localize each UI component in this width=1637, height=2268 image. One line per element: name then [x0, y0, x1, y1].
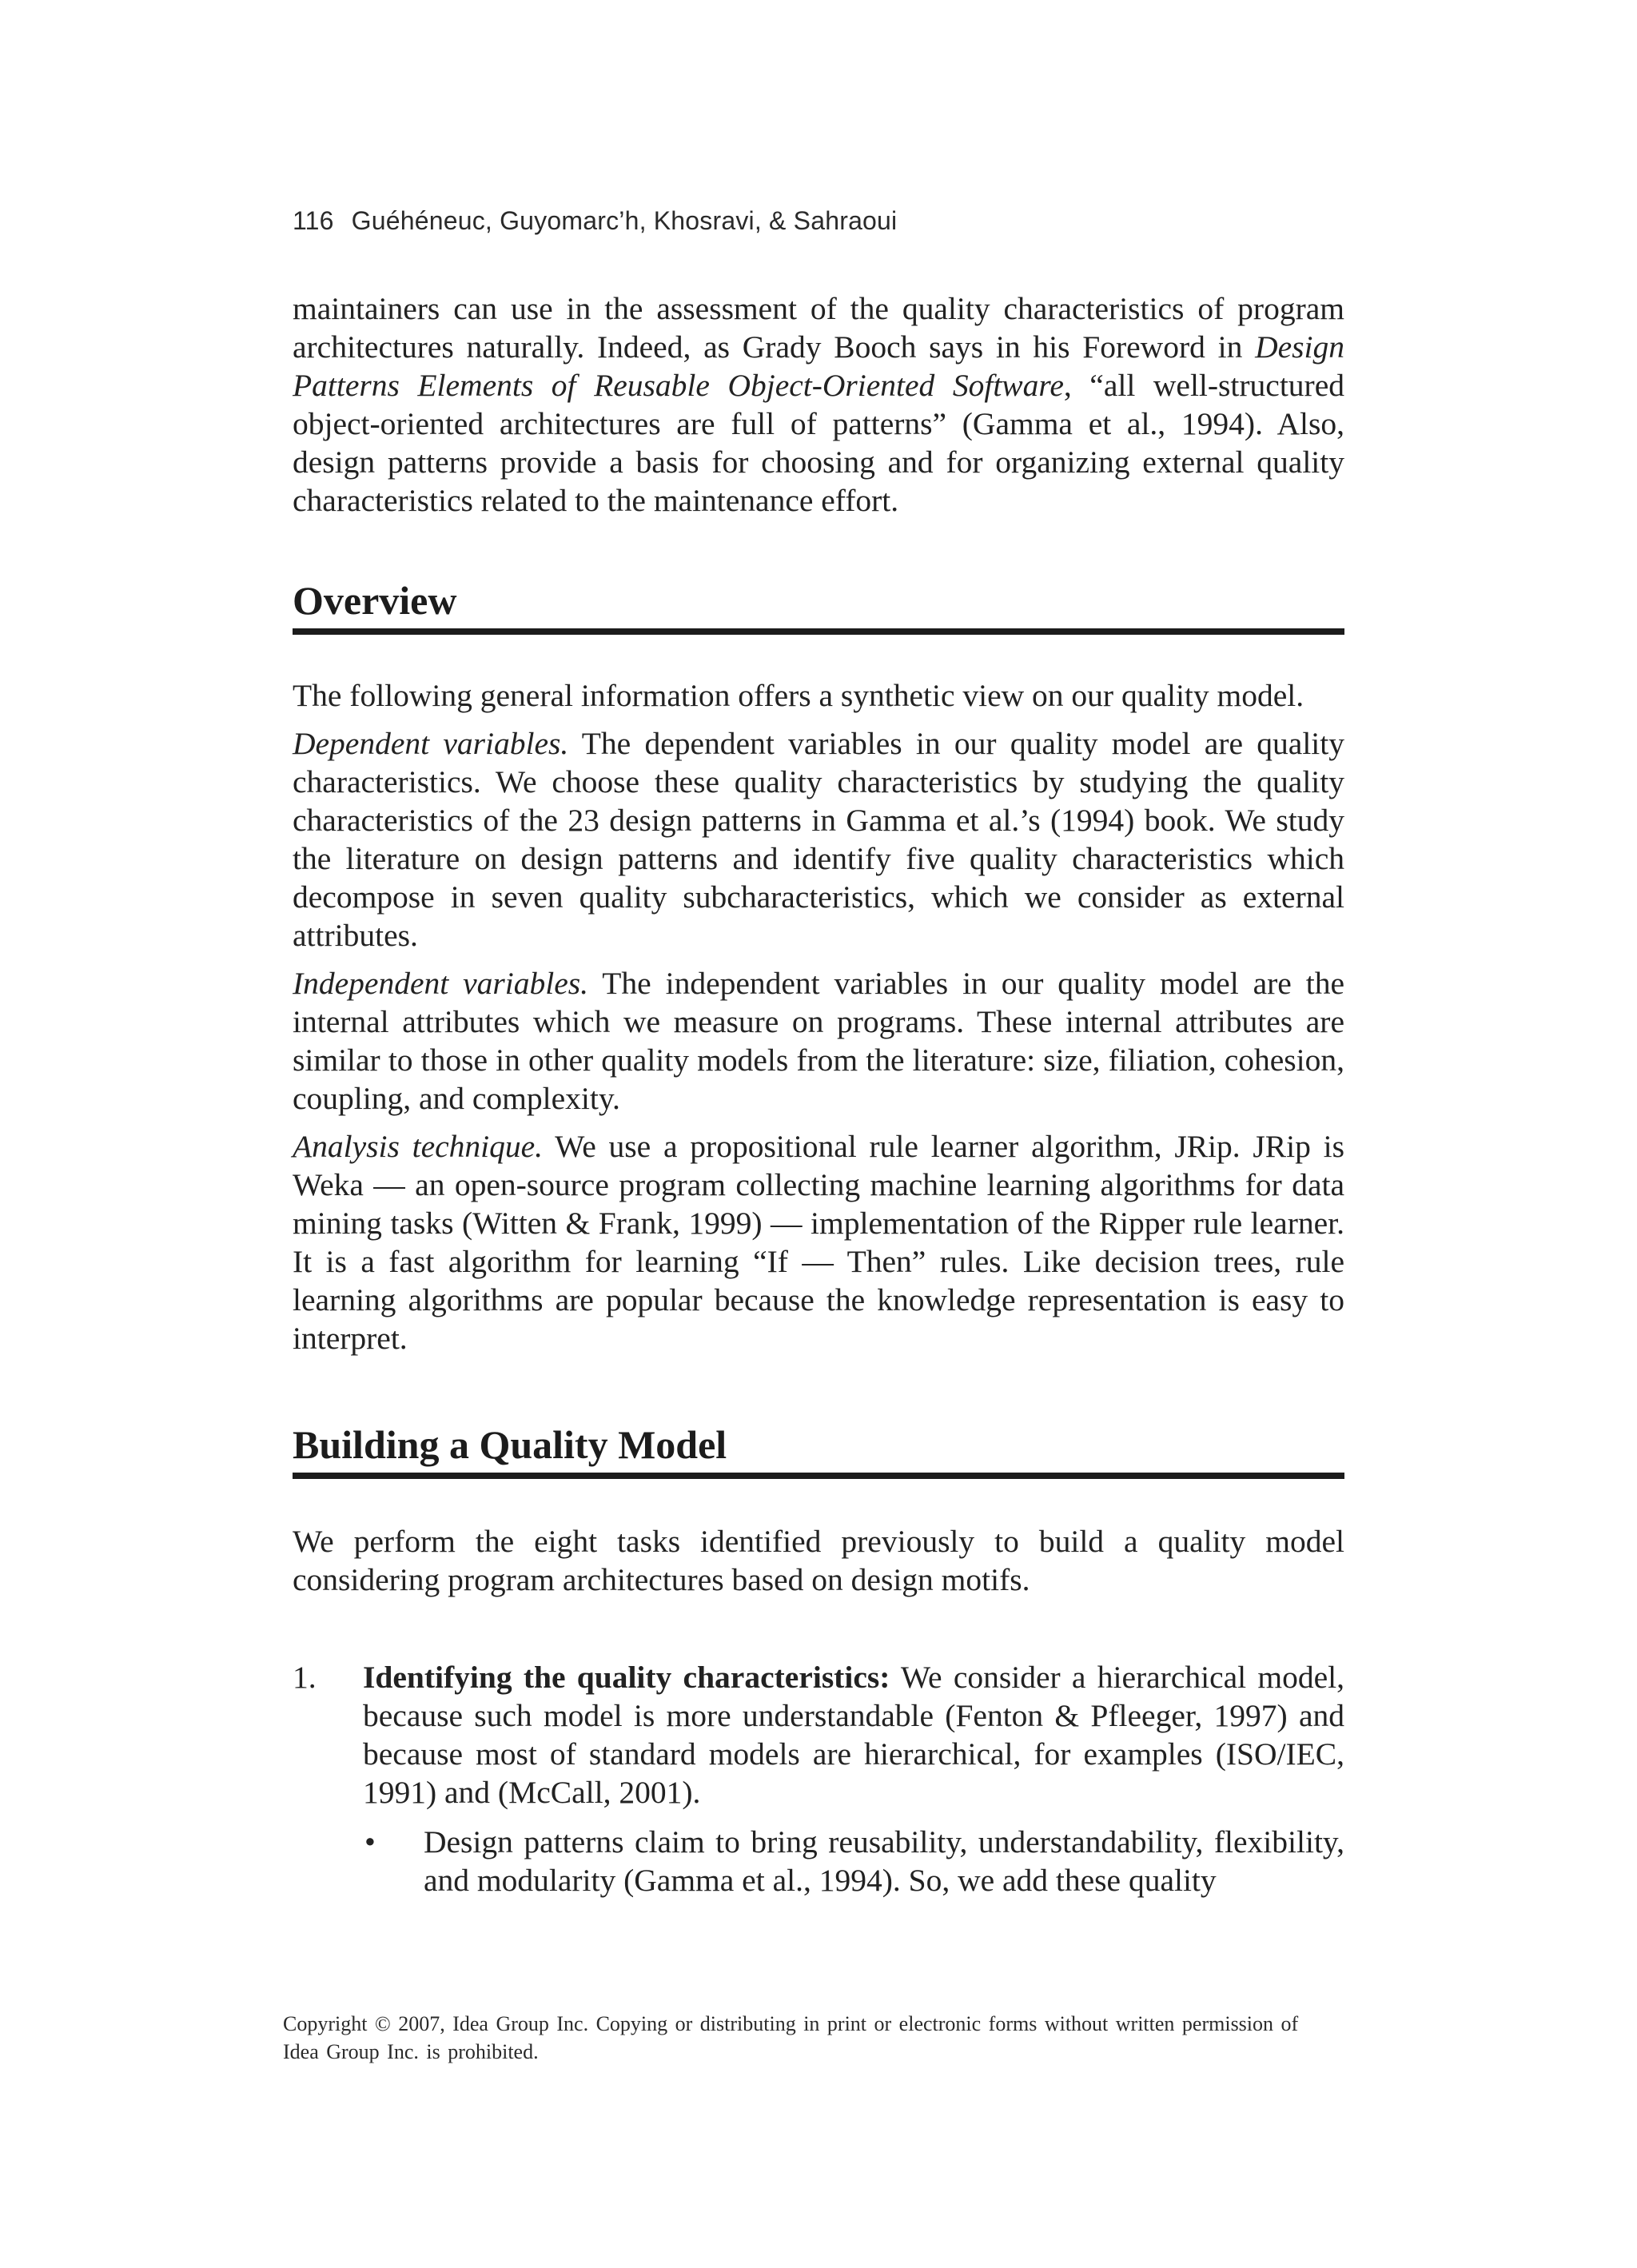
building-quality-model-heading: Building a Quality Model: [293, 1420, 1344, 1479]
dependent-variables-text: The dependent variables in our quality model are quality characteristics. We choose these quality characteristics by studying the quality characteristics of the 23 design patterns in Gamma et al.’s (1994) book. We study the literature on design patterns and identify five quality characteristics which decompose in seven quality subcharacteristics, which we consider as external attributes.: [293, 726, 1344, 953]
page-number: 116: [293, 206, 334, 235]
building-lead-paragraph: [293, 1522, 1344, 1599]
header-authors: Guéhéneuc, Guyomarc’h, Khosravi, & Sahraoui: [351, 206, 898, 235]
analysis-technique-label: Analysis technique.: [293, 1129, 544, 1164]
dependent-variables-paragraph: [293, 724, 1344, 955]
list-item-number: 1.: [293, 1660, 317, 1695]
overview-section: [293, 676, 1344, 1367]
intro-text-2: , “all well-structured object-oriented architectures are full of patterns” (Gamma et al., 1994). Also, design patterns provide a basis for choosing and for organizing external quality characteristics related to the maintenance effort.: [293, 368, 1344, 518]
independent-variables-label: Independent variables.: [293, 966, 589, 1001]
overview-heading: Overview: [293, 576, 1344, 635]
book-title: Design Patterns Elements of Reusable Object-Oriented Software: [293, 329, 1344, 403]
list-item-text: We consider a hierarchical model, because such model is more understandable (Fenton & Pfleeger, 1997) and because most of standard models are hierarchical, for examples (ISO/IEC, 1991) and (McCall, 2001).: [363, 1660, 1344, 1810]
analysis-technique-paragraph: [293, 1127, 1344, 1357]
independent-variables-paragraph: [293, 964, 1344, 1118]
overview-lead: The following general information offers a synthetic view on our quality model.: [293, 678, 1304, 713]
list-item-title: Identifying the quality characteristics:: [363, 1660, 890, 1695]
dependent-variables-label: Dependent variables.: [293, 726, 569, 761]
task-list: [293, 1658, 1344, 1899]
bullet-icon: •: [364, 1824, 376, 1859]
analysis-technique-text: We use a propositional rule learner algorithm, JRip. JRip is Weka — an open-source program collecting machine learning algorithms for data mining tasks (Witten & Frank, 1999) — implementation of the Ripper rule learner. It is a fast algorithm for learning “If — Then” rules. Like decision trees, rule learning algorithms are popular because the knowledge representation is easy to interpret.: [293, 1129, 1344, 1356]
bullet-text: Design patterns claim to bring reusability, understandability, flexibility, and modularity (Gamma et al., 1994). So, we add these quality: [424, 1824, 1344, 1898]
running-header: [293, 206, 897, 236]
building-lead: We perform the eight tasks identified previously to build a quality model considering program architectures based on design motifs.: [293, 1524, 1344, 1597]
list-item: [293, 1658, 1344, 1812]
copyright-notice: Copyright © 2007, Idea Group Inc. Copying or distributing in print or electronic forms without written permission of Idea Group Inc. is prohibited.: [283, 2012, 1299, 2063]
intro-paragraph: [293, 289, 1344, 520]
intro-text-1: maintainers can use in the assessment of the quality characteristics of program architectures naturally. Indeed, as Grady Booch says in his Foreword in: [293, 291, 1344, 365]
independent-variables-text: The independent variables in our quality model are the internal attributes which we measure on programs. These internal attributes are similar to those in other quality models from the literature: size, filiation, cohesion, coupling, and complexity.: [293, 966, 1344, 1116]
bullet-item: [363, 1823, 1344, 1899]
